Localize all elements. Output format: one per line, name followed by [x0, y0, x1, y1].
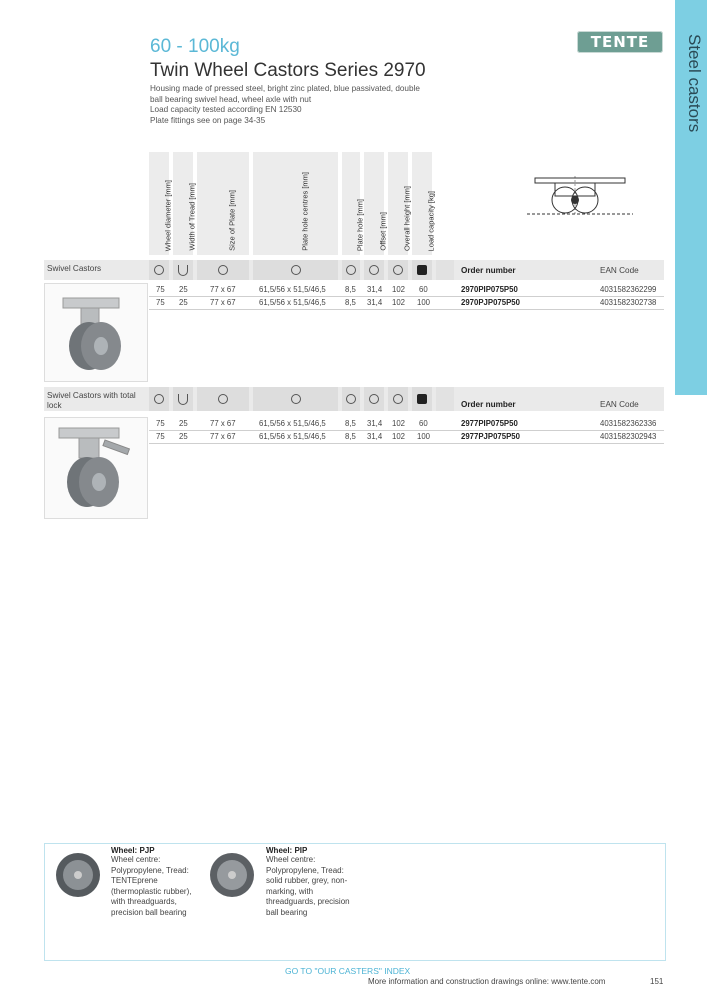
wheel-pjp-image	[53, 850, 103, 900]
plate-hole-icon	[342, 260, 360, 280]
column-header-diameter: Wheel diameter [mm]	[149, 152, 169, 255]
table-row[interactable]: 75 25 77 x 67 61,5/56 x 51,5/46,5 8,5 31,4 102 100 2970PJP075P50 4031582302738	[156, 298, 657, 307]
page-number: 151	[650, 977, 664, 986]
order-number-header: Order number	[461, 400, 516, 409]
ean-code: 4031582302943	[600, 432, 657, 441]
ean-code: 4031582362336	[600, 419, 657, 428]
tread-width-icon	[173, 260, 193, 280]
description-line: Housing made of pressed steel, bright zinc plated, blue passivated, double	[150, 84, 420, 93]
tente-logo[interactable]	[577, 31, 663, 53]
casters-index-link[interactable]: GO TO "OUR CASTERS" INDEX	[285, 966, 411, 976]
plate-size-icon	[197, 260, 249, 280]
order-number: 2970PJP075P50	[461, 298, 520, 307]
overall-height-icon	[388, 387, 408, 411]
section-label: Swivel Castors with total lock	[47, 391, 136, 410]
plate-hole-icon	[342, 387, 360, 411]
plate-hole-centres-icon	[253, 260, 338, 280]
order-number: 2977PJP075P50	[461, 432, 520, 441]
sidebar-label: Steel castors	[685, 34, 704, 133]
description	[150, 84, 440, 126]
table-row[interactable]: 75 25 77 x 67 61,5/56 x 51,5/46,5 8,5 31,4 102 100 2977PJP075P50 4031582302943	[156, 432, 657, 441]
order-number: 2970PIP075P50	[461, 285, 518, 294]
ean-code-header: EAN Code	[600, 400, 639, 409]
plate-size-icon	[197, 387, 249, 411]
order-number-header: Order number	[461, 266, 516, 275]
category-sidebar	[675, 0, 707, 395]
table-row[interactable]: 75 25 77 x 67 61,5/56 x 51,5/46,5 8,5 31,4 102 60 2977PIP075P50 4031582362336	[156, 419, 657, 428]
table-row[interactable]: 75 25 77 x 67 61,5/56 x 51,5/46,5 8,5 31,4 102 60 2970PIP075P50 4031582362299	[156, 285, 657, 294]
wheel-pjp-info: Wheel: PJP Wheel centre: Polypropylene, Tread: TENTEprene (thermoplastic rubber), with threadguards, precision ball bearing	[111, 846, 199, 918]
column-header-tread: Width of Tread [mm]	[173, 152, 193, 255]
description-line: Load capacity tested according EN 12530	[150, 105, 302, 114]
ean-code: 4031582362299	[600, 285, 657, 294]
wheel-title: Wheel: PJP	[111, 846, 155, 855]
spacer-cell	[436, 387, 454, 411]
wheel-pip-info: Wheel: PIP Wheel centre: Polypropylene, Tread: solid rubber, grey, non- marking, with threadguards, precision ball bearing	[266, 846, 356, 918]
load-capacity-icon	[412, 387, 432, 411]
description-line: Plate fittings see on page 34-35	[150, 115, 266, 125]
offset-icon	[364, 260, 384, 280]
column-header-plate-hole: Plate hole [mm]	[342, 152, 360, 255]
tread-width-icon	[173, 387, 193, 411]
description-line: ball bearing swivel head, wheel axle with nut	[150, 94, 312, 104]
weight-range: 60 - 100kg	[150, 36, 240, 57]
offset-icon	[364, 387, 384, 411]
column-header-plate-size: Size of Plate [mm]	[197, 152, 249, 255]
page-title: Twin Wheel Castors Series 2970	[150, 60, 426, 81]
load-capacity-icon	[412, 260, 432, 280]
ean-code: 4031582302738	[600, 298, 657, 307]
row-divider	[149, 443, 664, 444]
column-header-offset: Offset [mm]	[364, 152, 384, 255]
wheel-diameter-icon	[149, 387, 169, 411]
wheel-title: Wheel: PIP	[266, 846, 308, 855]
section-label: Swivel Castors	[47, 264, 102, 273]
wheel-diameter-icon	[149, 260, 169, 280]
overall-height-icon	[388, 260, 408, 280]
column-header-load: Load capacity [kg]	[412, 152, 432, 255]
section-band-total-lock	[44, 387, 664, 411]
wheel-info-box	[44, 843, 666, 961]
section-band-swivel	[44, 260, 664, 280]
order-number: 2977PIP075P50	[461, 419, 518, 428]
wheel-pip-image	[207, 850, 257, 900]
ean-code-header: EAN Code	[600, 266, 639, 275]
plate-hole-centres-icon	[253, 387, 338, 411]
footer-info: More information and construction drawings online: www.tente.com	[368, 977, 606, 986]
row-divider	[149, 309, 664, 310]
castor-technical-drawing	[525, 176, 635, 218]
row-divider	[149, 430, 664, 431]
column-header-height: Overall height [mm]	[388, 152, 408, 255]
row-divider	[149, 296, 664, 297]
logo-text: TENTE	[590, 33, 650, 51]
column-header-hole-centres: Plate hole centres [mm]	[253, 152, 338, 255]
spacer-cell	[436, 260, 454, 280]
